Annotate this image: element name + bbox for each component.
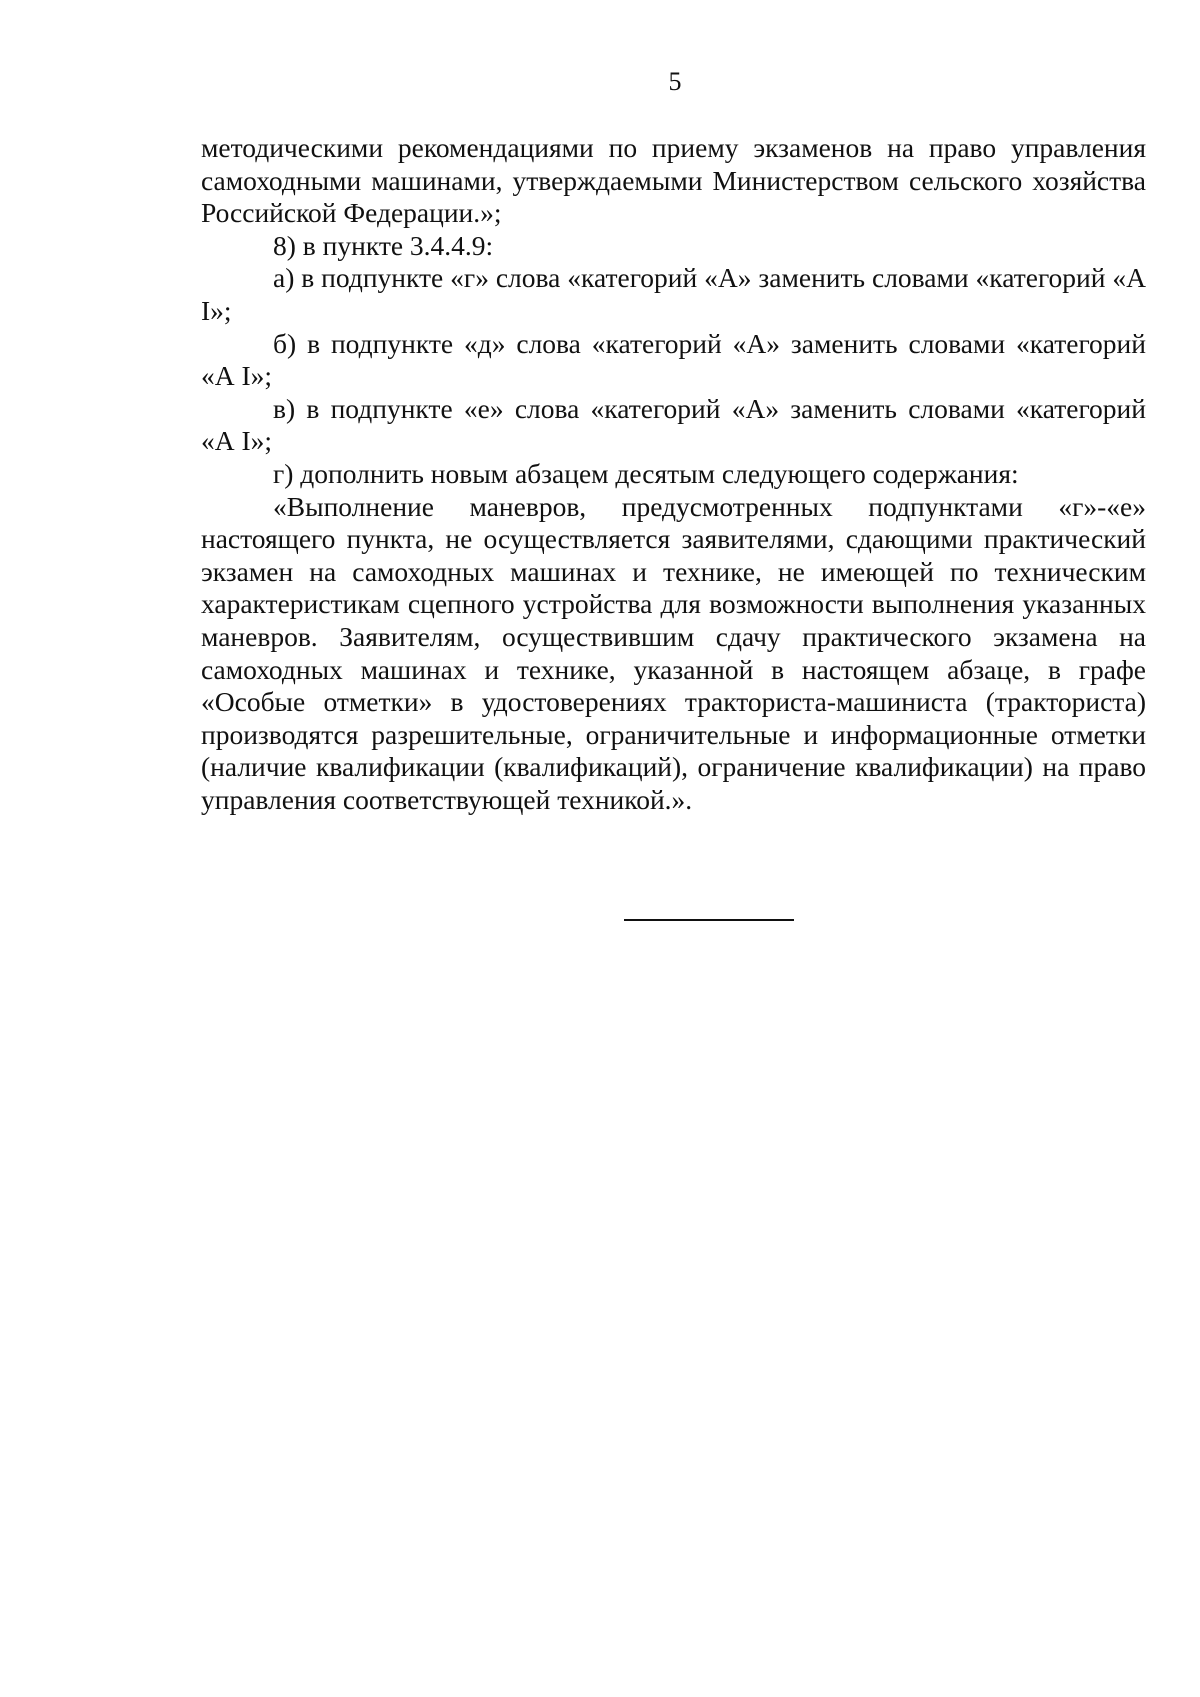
paragraph-item-8: 8) в пункте 3.4.4.9: — [273, 229, 494, 261]
paragraph-continuation: методическими рекомендациями по приему экзаменов на право управления самоходными машинами, утверждаемыми Министерством сельского хозяйства Российской Федерации.»; — [201, 132, 1146, 229]
separator-line — [624, 919, 794, 921]
paragraph-subitem-v: в) в подпункте «е» слова «категорий «А» заменить словами «категорий «А I»; — [201, 392, 1146, 457]
page-number: 5 — [668, 67, 682, 96]
paragraph-subitem-g: г) дополнить новым абзацем десятым следующего содержания: — [273, 457, 1019, 489]
paragraph-subitem-a: а) в подпункте «г» слова «категорий «А» заменить словами «категорий «А I»; — [201, 262, 1146, 326]
document-body — [201, 132, 1146, 816]
paragraph-subitem-b: б) в подпункте «д» слова «категорий «А» заменить словами «категорий «А I»; — [201, 327, 1146, 392]
paragraph-new-text: «Выполнение маневров, предусмотренных подпунктами «г»-«е» настоящего пункта, не осуществляется заявителями, сдающими практический экзамен на самоходных машинах и технике, не имеющей по техническим характеристикам сцепного устройства для возможности выполнения указанных маневров. Заявителям, осуществившим сдачу практического экзамена на самоходных машинах и технике, указанной в настоящем абзаце, в графе «Особые отметки» в удостоверениях тракториста-машиниста (тракториста) производятся разрешительные, ограничительные и информационные отметки (наличие квалификации (квалификаций), ограничение квалификации) на право управления соответствующей техникой.». — [201, 490, 1146, 815]
